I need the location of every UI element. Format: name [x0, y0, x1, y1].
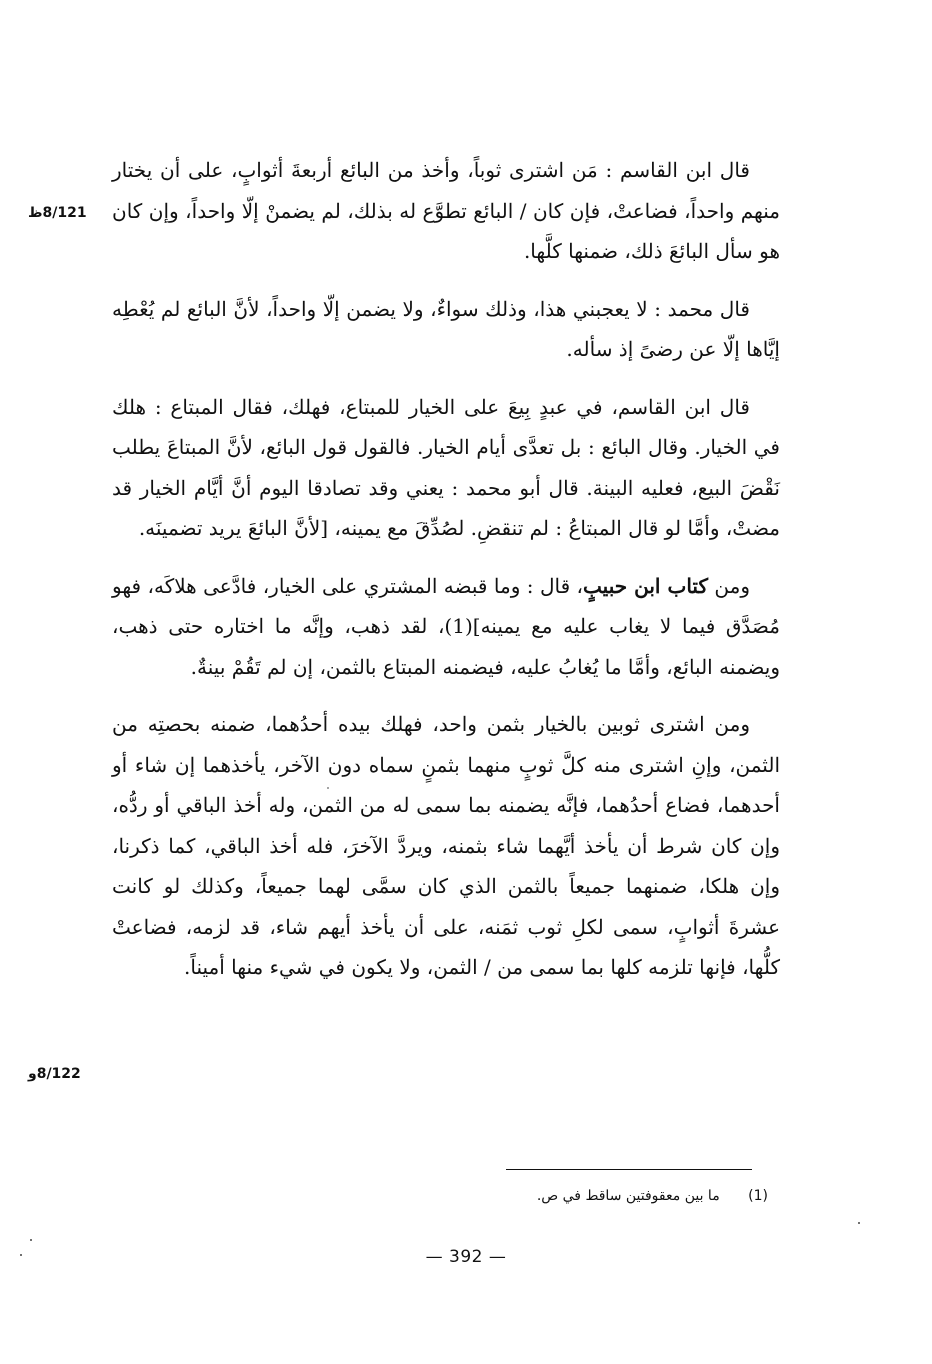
scan-speck	[30, 1239, 32, 1241]
paragraph-4: ومن كتاب ابن حبيبٍ، قال : وما قبضه المشتري على الخيار، فادَّعى هلاكَه، فهو مُصَدَّق فيما لا يغاب عليه مع يمينه](1)، لقد ذهب، وإنَّه ما اختاره حتى ذهب، ويضمنه البائع، وأمَّا ما يُغابُ عليه، فيضمنه المبتاع بالثمن، إن لم تَقُمْ بينةٌ.	[112, 573, 780, 679]
page-number: — 392 —	[425, 1247, 507, 1267]
scan-speck	[20, 1254, 22, 1256]
paragraph-2: قال محمد : لا يعجبني هذا، وذلك سواءٌ، ولا يضمن إلّا واحداً، لأنَّ البائع لم يُعْطِه إيَّاها إلّا عن رضىً إذ سأله.	[112, 296, 780, 361]
footnote-separator	[506, 1169, 752, 1170]
margin-note-folio-122: 8/122و	[28, 1066, 81, 1082]
paragraph-5: ومن اشترى ثوبين بالخيار بثمن واحد، فهلك بيده أحدُهما، ضمنه بحصتِه من الثمن، وإنِ اشترى منه كلَّ ثوبٍ منهما بثمنٍ سماه دون الآخر، يأخذهما إن شاء أو أحدهما، فضاع أحدُهما، فإنَّه يضمنه بما سمى له من الثمن، وله أخذ الباقي أو ردُّه، وإن كان شرط أن يأخذ أيَّهما شاء بثمنه، ويردَّ الآخرَ، فله أخذ الباقي، كما ذكرنا، وإن هلكا، ضمنهما جميعاً بالثمن الذي كان سمَّى لهما جميعاً، وكذلك لو كانت عشرةَ أثوابٍ، سمى لكلِ ثوب ثمَنه، على أن يأخذ أيهم شاء، قد لزمه، فضاعتْ كلُّها، فإنها تلزمه كلها بما سمى من / الثمن، ولا يكون في شيء منها أميناً.	[112, 712, 780, 979]
footnote	[400, 1185, 768, 1207]
paragraph-3: قال ابن القاسم، في عبدٍ بِيعَ على الخيار للمبتاع، فهلك، فقال المبتاع : هلك في الخيار. وقال البائع : بل تعدَّى أيام الخيار. فالقول قول البائع، لأنَّ المبتاعَ يطلب نَقْضَ البيع، فعليه البينة. قال أبو محمد : يعني وقد تصادقا اليوم أنَّ أيَّام الخيار قد مضتْ، وأمَّا لو قال المبتاعُ : لم تنقضِ. لصُدِّقَ مع يمينه، [لأنَّ البائعَ يريد تضمينَه.	[112, 394, 780, 540]
scan-speck	[858, 1222, 860, 1224]
footnote-number: (1)	[748, 1188, 768, 1204]
margin-note-folio-121: 8/121ظ	[28, 205, 87, 221]
footnote-text: ما بين معقوفتين ساقط في ص.	[536, 1188, 720, 1204]
paragraph-1: قال ابن القاسم : مَن اشترى ثوباً، وأخذ من البائع أربعةَ أثوابٍ، على أن يختار منهم واحداً، فضاعتْ، فإن كان / البائع تطوَّع له بذلك، لم يضمنْ إلّا واحداً، وإن كان هو سأل البائعَ ذلك، ضمنها كلَّها.	[112, 158, 780, 263]
scan-speck	[327, 787, 329, 789]
main-text	[112, 150, 780, 1005]
book-title-bold: كتاب ابن حبيبٍ	[583, 573, 708, 598]
